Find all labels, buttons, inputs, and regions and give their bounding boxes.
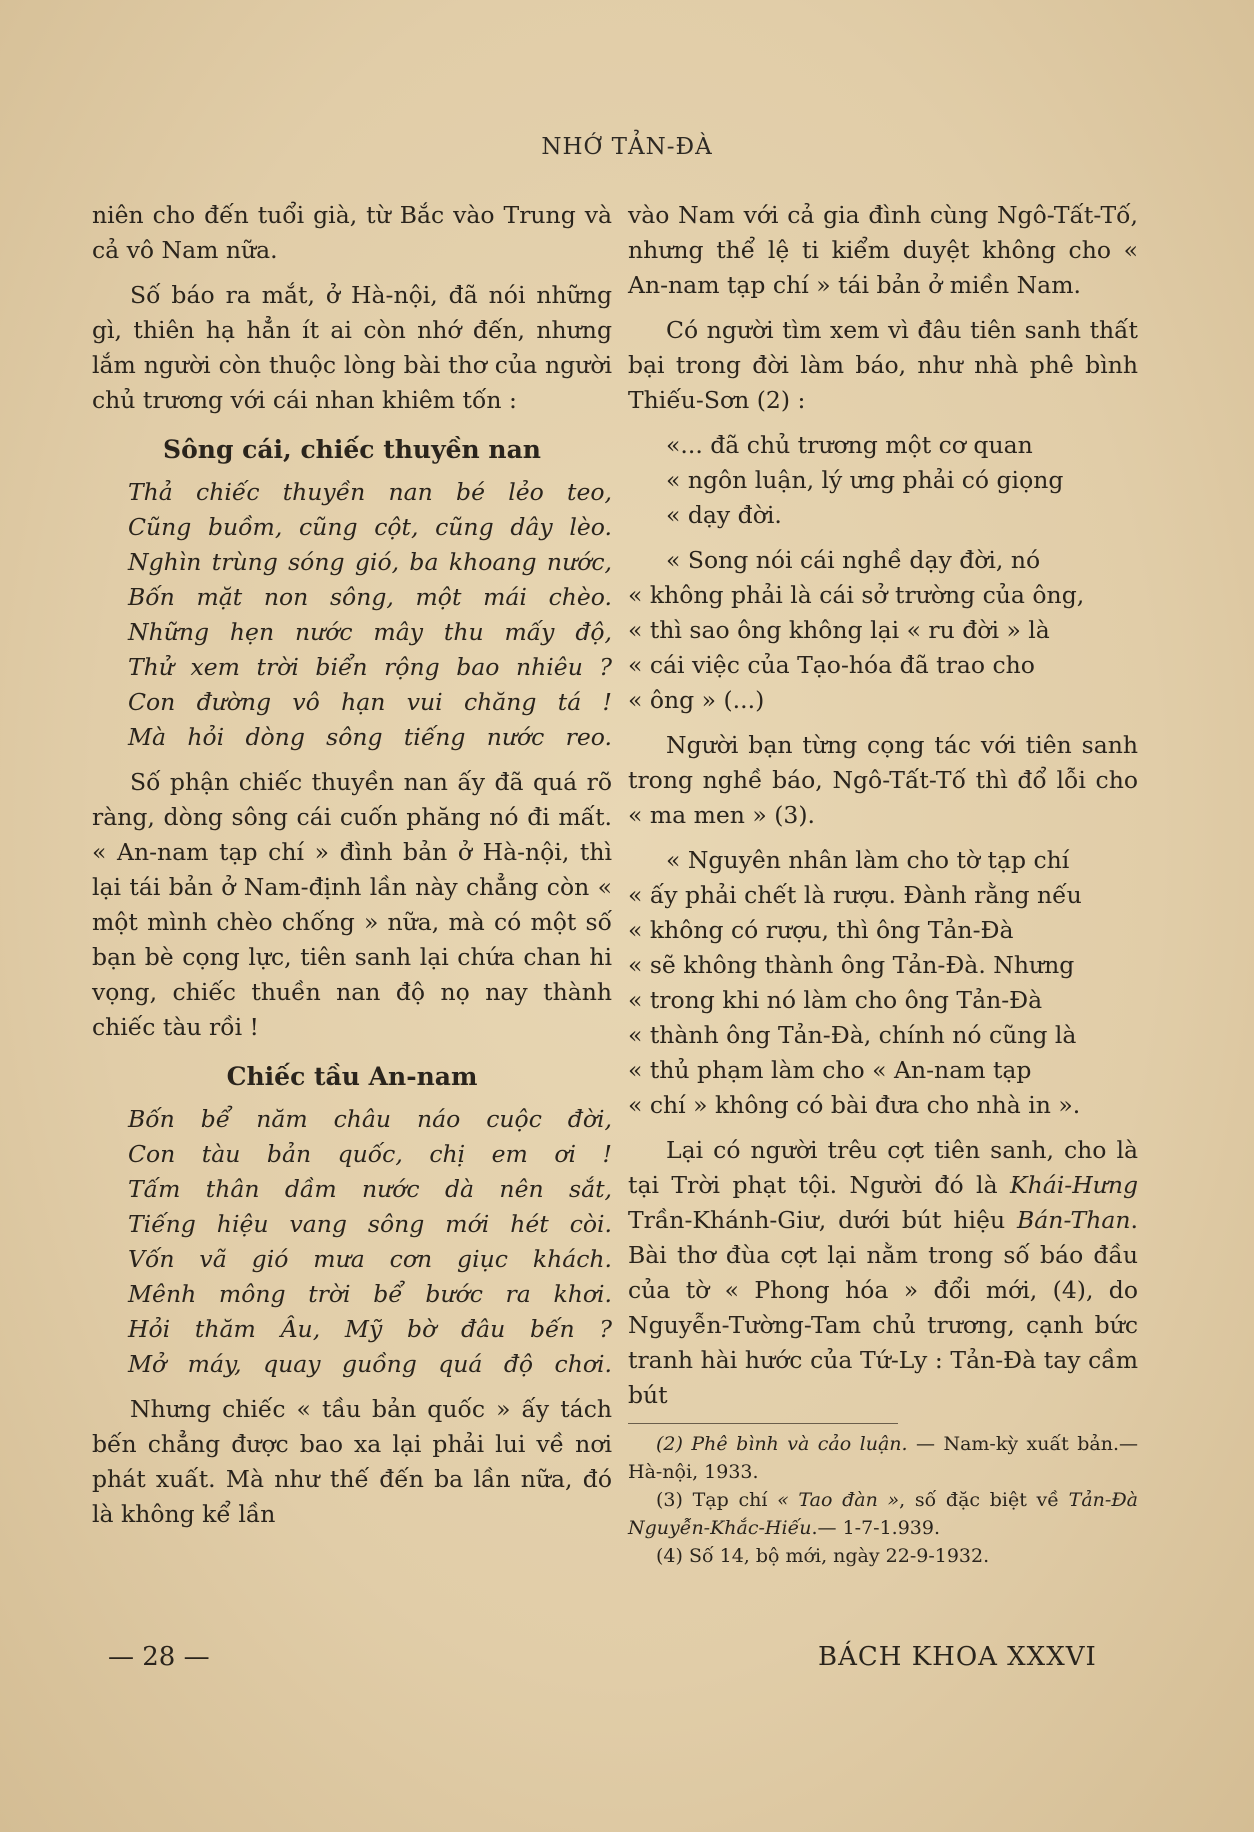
poem-line: Những hẹn nước mây thu mấy độ, — [128, 618, 612, 646]
paragraph: Số phận chiếc thuyền nan ấy đã quá rõ ràng, dòng sông cái cuốn phăng nó đi mất. « An-nam tạp chí » đình bản ở Hà-nội, thì lại tái bản ở Nam-định lần này chẳng còn « một mình chèo chống » nữa, mà có một số bạn bè cọng lực, tiên sanh lại chứa chan hi vọng, chiếc thuền nan độ nọ nay thành chiếc tàu rồi ! — [92, 768, 612, 1041]
footnote: (4) Số 14, bộ mới, ngày 22-9-1932. — [656, 1545, 990, 1567]
poem-line: Hỏi thăm Âu, Mỹ bờ đâu bến ? — [128, 1315, 612, 1343]
text-run: (3) Tạp chí — [656, 1489, 778, 1511]
quote-line: « Song nói cái nghề dạy đời, nó — [666, 546, 1041, 574]
text-run: .— 1-7-1.939. — [811, 1517, 941, 1539]
text-run: — Nam-kỳ xuất bản.— Hà-nội, 1933. — [628, 1433, 1138, 1483]
poem-title: Chiếc tầu An-nam — [226, 1062, 478, 1091]
footnote — [628, 1430, 1138, 1486]
poem-line: Tiếng hiệu vang sông mới hét còi. — [128, 1210, 612, 1238]
poem-line: Nghìn trùng sóng gió, ba khoang nước, — [128, 548, 612, 576]
poem-line: Mà hỏi dòng sông tiếng nước reo. — [128, 723, 612, 751]
footnotes — [628, 1423, 1138, 1570]
text-run: Lại có người trêu cợt tiên sanh, cho là tại Trời phạt tội. Người đó là — [628, 1136, 1138, 1199]
poem-title: Sông cái, chiếc thuyền nan — [163, 435, 541, 464]
quote-line: « cái việc của Tạo-hóa đã trao cho — [628, 651, 1035, 679]
poem-line: Mở máy, quay guồng quá độ chơi. — [128, 1350, 612, 1378]
page-number: — 28 — — [108, 1642, 210, 1672]
quote-line: « thủ phạm làm cho « An-nam tạp — [628, 1056, 1032, 1084]
poem-line: Con tàu bản quốc, chị em ơi ! — [128, 1140, 612, 1168]
author-name: Khái-Hưng — [1010, 1171, 1138, 1199]
poem-line: Mênh mông trời bể bước ra khơi. — [128, 1280, 612, 1308]
running-header: NHỚ TẢN-ĐÀ — [541, 134, 713, 160]
paragraph: Số báo ra mắt, ở Hà-nội, đã nói những gì, thiên hạ hẳn ít ai còn nhớ đến, nhưng lắm người còn thuộc lòng bài thơ của người chủ trương với cái nhan khiêm tốn : — [92, 281, 612, 414]
poem-line: Tấm thân dầm nước dà nên sắt, — [128, 1175, 612, 1203]
quote-line: « dạy đời. — [666, 501, 782, 529]
quote-line: « ngôn luận, lý ưng phải có giọng — [666, 466, 1064, 494]
footnotes-body — [628, 1430, 1138, 1570]
poem — [92, 475, 612, 755]
quote-line: « Nguyên nhân làm cho tờ tạp chí — [666, 846, 1070, 874]
paragraph: vào Nam với cả gia đình cùng Ngô-Tất-Tố, nhưng thể lệ ti kiểm duyệt không cho « An-nam tạp chí » tái bản ở miền Nam. — [628, 201, 1138, 299]
magazine-name: BÁCH KHOA XXXVI — [818, 1642, 1097, 1672]
poem-line: Bốn bể năm châu náo cuộc đời, — [128, 1105, 612, 1133]
poem-line: Con đường vô hạn vui chăng tá ! — [128, 688, 612, 716]
text-run: , số đặc biệt về — [899, 1489, 1069, 1511]
quote-line: « thành ông Tản-Đà, chính nó cũng là — [628, 1021, 1077, 1049]
footnote-title: (2) Phê bình và cảo luận. — [656, 1433, 908, 1455]
poem — [92, 1102, 612, 1382]
poem-line: Cũng buồm, cũng cột, cũng dây lèo. — [128, 513, 612, 541]
quotation — [628, 543, 1138, 718]
pen-name: Bán-Than — [1017, 1206, 1131, 1234]
text-run: Trần-Khánh-Giư, dưới bút hiệu — [628, 1206, 1018, 1234]
paragraph: Nhưng chiếc « tầu bản quốc » ấy tách bến chẳng được bao xa lại phải lui về nơi phát xuất. Mà như thế đến ba lần nữa, đó là không kể lần — [92, 1395, 612, 1528]
poem-line: Bốn mặt non sông, một mái chèo. — [128, 583, 612, 611]
quote-line: « không phải là cái sở trường của ông, — [628, 581, 1085, 609]
left-column — [92, 198, 612, 1542]
text-run: . Bài thơ đùa cợt lại nằm trong số báo đầu của tờ « Phong hóa » đổi mới, (4), do Nguyễn-Tường-Tam chủ trương, cạnh bức tranh hài hước của Tứ-Ly : Tản-Đà tay cầm bút — [628, 1206, 1138, 1409]
poem-line: Vốn vã gió mưa cơn giục khách. — [128, 1245, 612, 1273]
poem-line: Thả chiếc thuyền nan bé lẻo teo, — [128, 478, 612, 506]
quote-line: «... đã chủ trương một cơ quan — [666, 431, 1033, 459]
quote-line: « thì sao ông không lại « ru đời » là — [628, 616, 1050, 644]
footnote-title: « Tao đàn » — [777, 1489, 900, 1511]
quotation — [628, 843, 1138, 1123]
footnote-title: Tản-Đà Nguyễn-Khắc-Hiếu — [628, 1489, 1138, 1539]
paragraph: Có người tìm xem vì đâu tiên sanh thất bại trong đời làm báo, như nhà phê bình Thiếu-Sơn (2) : — [628, 316, 1138, 414]
quote-line: « trong khi nó làm cho ông Tản-Đà — [628, 986, 1043, 1014]
quote-line: « ấy phải chết là rượu. Đành rằng nếu — [628, 881, 1082, 909]
paragraph — [628, 1133, 1138, 1413]
footnote — [628, 1486, 1138, 1542]
quote-line: « ông » (...) — [628, 686, 765, 714]
quotation — [628, 428, 1138, 533]
poem-line: Thử xem trời biển rộng bao nhiêu ? — [128, 653, 612, 681]
right-column — [628, 198, 1138, 1570]
paragraph: niên cho đến tuổi già, từ Bắc vào Trung và cả vô Nam nữa. — [92, 201, 612, 264]
quote-line: « không có rượu, thì ông Tản-Đà — [628, 916, 1014, 944]
quote-line: « sẽ không thành ông Tản-Đà. Nhưng — [628, 951, 1075, 979]
paragraph: Người bạn từng cọng tác với tiên sanh trong nghề báo, Ngô-Tất-Tố thì đổ lỗi cho « ma men » (3). — [628, 731, 1138, 829]
quote-line: « chí » không có bài đưa cho nhà in ». — [628, 1091, 1081, 1119]
